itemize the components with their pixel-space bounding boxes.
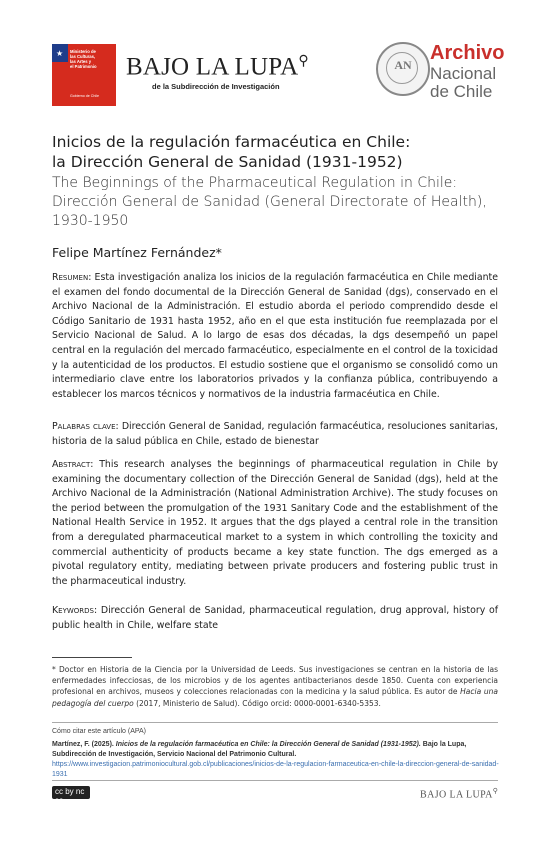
abstract-paragraph xyxy=(52,458,498,589)
abstract-text: This research analyses the beginnings of pharmaceutical regulation in Chile by examining the documentary collection of the Dirección General de Sanidad (dgs), held at the Archivo Nacional de la Administración (National Administration Archive). The study focuses on the period between the promulgation of the 1931 Sanitary Code and the establishment of the National Health Service in 1952. It argues that the dgs played a central role in the transition from a deregulated pharmaceutical market to a system in which controlling the toxicity and commercial authenticity of products became a key state function. The dgs emerged as a pivotal regulatory entity, mediating between private producers and fostering public trust in the pharmaceutical industry. xyxy=(52,459,499,587)
author-name: Felipe Martínez Fernández* xyxy=(52,245,222,260)
archive-name-line1: Archivo xyxy=(430,42,505,64)
archive-name-line2: Nacional xyxy=(430,64,497,83)
resumen-paragraph xyxy=(52,271,498,402)
resumen-label: Resumen: xyxy=(52,272,92,283)
citation-divider xyxy=(52,722,498,723)
magnifier-icon: ⚲ xyxy=(492,787,499,795)
star-icon: ★ xyxy=(56,49,64,58)
cc-license-text: cc by nc sa xyxy=(55,787,85,805)
magnifier-icon: ⚲ xyxy=(298,54,309,69)
title-spanish: Inicios de la regulación farmacéutica en Chile: la Dirección General de Sanidad (1931-1952) xyxy=(52,133,411,171)
author-footnote: * Doctor en Historia de la Ciencia por la Universidad de Leeds. Sus investigaciones se centran en la historia de las enfermedades infecciosas, de los microbios y de los agentes antibacterianos desde 1850. Cuenta con experiencia profesional en archivos, museos y colecciones relacionadas con la medicina y la salud pública. Es autor de Hacia una pedagogía del cuerpo (2017, Ministerio de Salud). Código orcid: 0000-0001-6340-5353. xyxy=(52,665,498,708)
abstract-label: Abstract: xyxy=(52,459,94,470)
footnote-divider xyxy=(52,657,132,658)
palabras-clave-text: Dirección General de Sanidad, regulación farmacéutica, resoluciones sanitarias, historia de la salud pública en Chile, estado de bienestar xyxy=(52,421,499,447)
journal-title: BAJO LA LUPA⚲ xyxy=(126,53,309,81)
palabras-clave-paragraph xyxy=(52,420,498,449)
journal-subtitle: de la Subdirección de Investigación xyxy=(152,82,280,91)
archive-seal-icon: AN xyxy=(376,42,430,96)
government-logo xyxy=(52,44,116,106)
citation-text: Martínez, F. (2025). Inicios de la regulación farmacéutica en Chile: la Dirección General de Sanidad (1931-1952). Bajo la Lupa, Subdirección de Investigación, Servicio Nacional del Patrimonio Cultural. https://www.investigacion.patrimoniocultural.gob.cl/publicaciones/inicios-de-la-regulacion-farmaceutica-en-chile-la-direccion-general-de-sanidad-1931 xyxy=(52,741,499,778)
footer-brand: BAJO LA LUPA⚲ xyxy=(420,787,499,801)
gov-logo-subtitle: Gobierno de Chile xyxy=(70,94,99,98)
title-english: The Beginnings of the Pharmaceutical Regulation in Chile: Dirección General de Sanidad (General Directorate of Health), 1930-1950 xyxy=(52,175,487,229)
footer-divider xyxy=(52,780,498,781)
resumen-text: Esta investigación analiza los inicios de la regulación farmacéutica en Chile mediante el examen del fondo documental de la Dirección General de Sanidad (dgs), conservado en el Archivo Nacional de la Administración. El estudio aborda el periodo comprendido desde el Código Sanitario de 1931 hasta 1952, año en el que esta institución fue reemplazada por el Servicio Nacional de Salud. A lo largo de esas dos décadas, la dgs desempeñó un papel central en la regulación del mercado farmacéutico, especialmente en el control de la toxicidad y la autenticidad de los productos. El estudio sostiene que el organismo se consolidó como un intermediario clave entre los laboratorios privados y la confianza pública, contribuyendo a establecer los marcos técnicos y normativos de la industria farmacéutica en Chile. xyxy=(52,272,499,400)
citation-link[interactable]: https://www.investigacion.patrimoniocultural.gob.cl/publicaciones/inicios-de-la-regulacion-farmaceutica-en-chile-la-direccion-general-de-sanidad-1931 xyxy=(52,761,499,778)
creative-commons-license-icon xyxy=(52,786,90,805)
keywords-label: Keywords: xyxy=(52,605,98,616)
keywords-text: Dirección General de Sanidad, pharmaceutical regulation, drug approval, history of public health in Chile, welfare state xyxy=(52,605,498,631)
archive-name-line3: de Chile xyxy=(430,82,493,101)
palabras-clave-label: Palabras clave: xyxy=(52,421,119,432)
citation-heading: Cómo citar este artículo (APA) xyxy=(52,728,147,735)
keywords-paragraph xyxy=(52,604,498,633)
gov-logo-text: Ministerio de las Culturas, las Artes y el Patrimonio xyxy=(70,49,97,69)
